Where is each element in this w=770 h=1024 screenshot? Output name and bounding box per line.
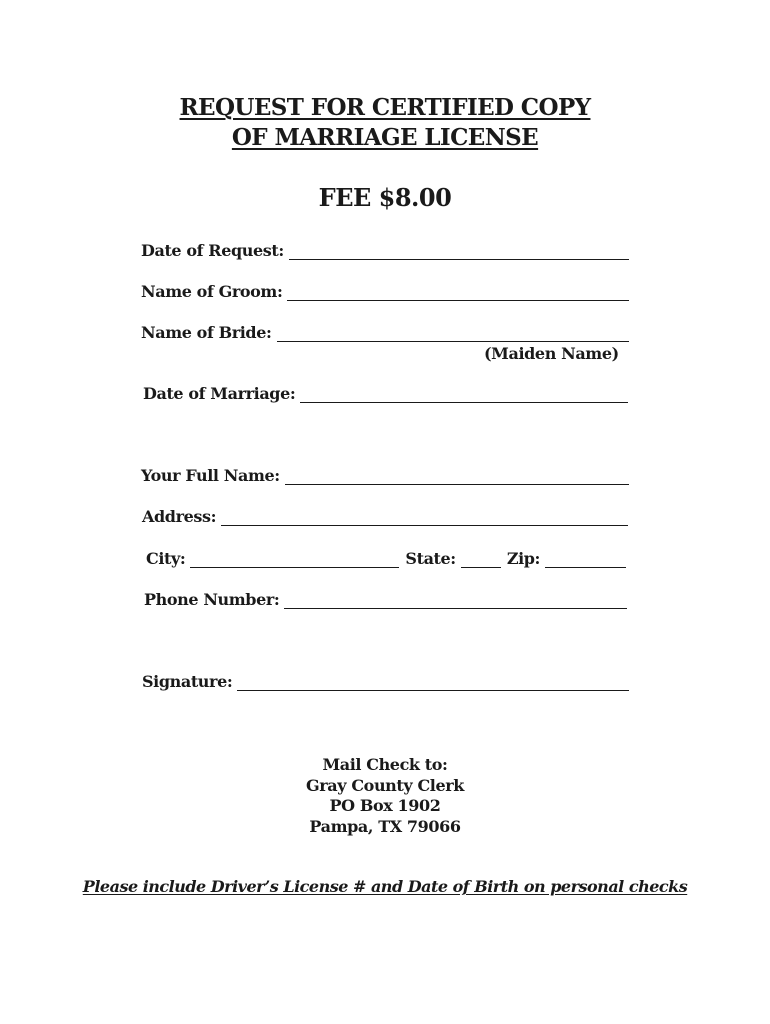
phone-number-row <box>144 590 627 609</box>
mailing-address-block <box>0 755 770 837</box>
date-of-marriage-label: Date of Marriage: <box>143 384 296 403</box>
name-of-bride-row <box>141 323 629 342</box>
name-of-bride-blank[interactable] <box>277 325 629 342</box>
signature-label: Signature: <box>142 672 233 691</box>
name-of-bride-label: Name of Bride: <box>141 323 272 342</box>
your-full-name-row <box>141 466 629 485</box>
signature-row <box>142 672 629 691</box>
form-title-line-1: REQUEST FOR CERTIFIED COPY <box>179 94 591 121</box>
name-of-groom-blank[interactable] <box>287 284 629 301</box>
phone-number-label: Phone Number: <box>144 590 280 609</box>
personal-check-note: Please include Driver’s License # and Date of Birth on personal checks <box>82 877 688 896</box>
date-of-marriage-blank[interactable] <box>300 386 628 403</box>
your-full-name-label: Your Full Name: <box>141 466 280 485</box>
signature-blank[interactable] <box>237 674 629 691</box>
state-label: State: <box>405 549 456 568</box>
state-blank[interactable] <box>461 551 501 568</box>
po-box: PO Box 1902 <box>329 796 441 815</box>
address-blank[interactable] <box>221 509 628 526</box>
form-title-line-2: OF MARRIAGE LICENSE <box>231 124 539 151</box>
fee-amount: FEE $8.00 <box>318 183 452 212</box>
clerk-name: Gray County Clerk <box>306 775 464 795</box>
maiden-name-note: (Maiden Name) <box>484 344 619 363</box>
mail-check-to: Mail Check to: <box>322 755 448 774</box>
phone-number-blank[interactable] <box>284 592 627 609</box>
city-state-zip-row <box>146 549 626 568</box>
your-full-name-blank[interactable] <box>285 468 629 485</box>
zip-blank[interactable] <box>545 551 626 568</box>
date-of-request-row <box>141 241 629 260</box>
city-state-zip-address: Pampa, TX 79066 <box>309 816 461 836</box>
city-blank[interactable] <box>190 551 399 568</box>
address-label: Address: <box>142 507 217 526</box>
date-of-request-label: Date of Request: <box>141 241 284 260</box>
name-of-groom-label: Name of Groom: <box>141 282 283 301</box>
address-row <box>142 507 628 526</box>
city-label: City: <box>146 549 186 568</box>
date-of-request-blank[interactable] <box>289 243 629 260</box>
date-of-marriage-row <box>143 384 628 403</box>
zip-label: Zip: <box>506 549 541 568</box>
name-of-groom-row <box>141 282 629 301</box>
